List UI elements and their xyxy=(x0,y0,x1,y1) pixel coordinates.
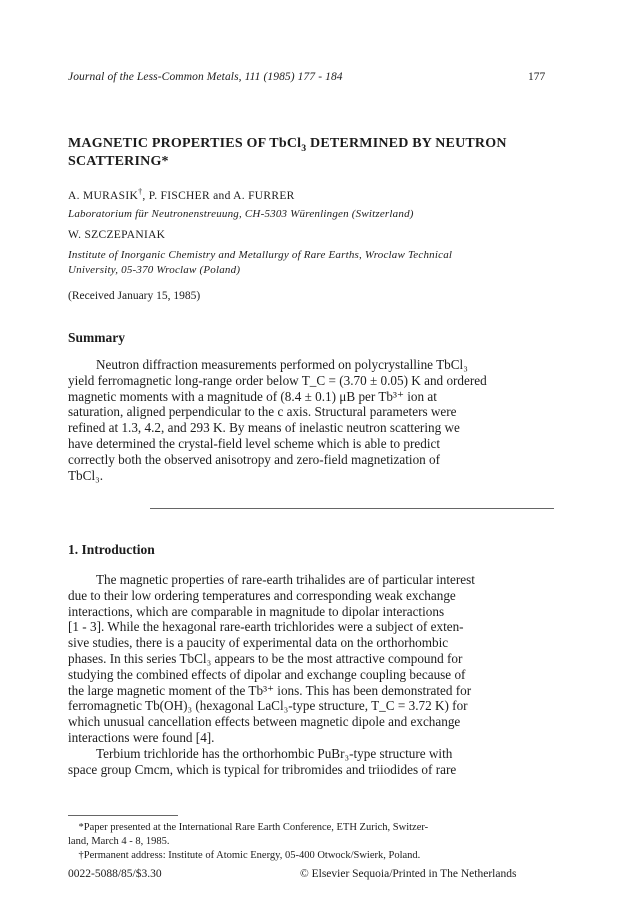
journal-citation: Journal of the Less-Common Metals, 111 (1985) 177 - 184 xyxy=(68,71,343,83)
received-date: (Received January 15, 1985) xyxy=(68,290,201,302)
summary-line: correctly both the observed anisotropy and zero-field magnetization of xyxy=(68,451,441,467)
section-divider xyxy=(150,508,554,509)
title-subscript: 3 xyxy=(301,142,307,154)
footnote-1-cont: land, March 4 - 8, 1985. xyxy=(68,836,170,847)
intro-line: Terbium trichloride has the orthorhombic PuBr₃-type structure with xyxy=(96,745,453,761)
intro-line: [1 - 3]. While the hexagonal rare-earth trichlorides were a subject of exten- xyxy=(68,619,464,635)
intro-line: the large magnetic moment of the Tb³⁺ ions. This has been demonstrated for xyxy=(68,682,472,698)
intro-line: which unusual cancellation effects between magnetic dipole and exchange xyxy=(68,714,461,730)
summary-heading: Summary xyxy=(68,330,125,345)
affiliation-1: Laboratorium für Neutronenstreuung, CH-5303 Würenlingen (Switzerland) xyxy=(68,208,414,220)
introduction-heading: 1. Introduction xyxy=(68,542,155,557)
summary-line: yield ferromagnetic long-range order below T_C = (3.70 ± 0.05) K and ordered xyxy=(68,372,487,388)
copyright-notice: © Elsevier Sequoia/Printed in The Netherlands xyxy=(300,868,517,880)
summary-line: saturation, aligned perpendicular to the c axis. Structural parameters were xyxy=(68,404,457,420)
affiliation-2-line1: Institute of Inorganic Chemistry and Metallurgy of Rare Earths, Wroclaw Technical xyxy=(68,249,453,261)
summary-line: have determined the crystal-field level scheme which is able to predict xyxy=(68,435,441,451)
intro-line: space group Cmcm, which is typical for tribromides and triiodides of rare xyxy=(68,761,457,777)
footnote-divider xyxy=(68,815,178,816)
summary-line: magnetic moments with a magnitude of (8.4 ± 0.1) μB per Tb³⁺ ion at xyxy=(68,388,437,404)
authors-fischer-furrer: , P. FISCHER and A. FURRER xyxy=(142,190,295,202)
intro-line: sive studies, there is a paucity of experimental data on the orthorhombic xyxy=(68,635,449,651)
paper-title xyxy=(68,135,558,171)
author-group-1 xyxy=(68,187,295,202)
intro-line: ferromagnetic Tb(OH)₃ (hexagonal LaCl₃-type structure, T_C = 3.72 K) for xyxy=(68,698,468,714)
page-number: 177 xyxy=(528,71,546,83)
title-line1-rest: DETERMINED BY NEUTRON xyxy=(306,136,507,151)
dagger-mark: † xyxy=(138,187,143,197)
footnote-1: *Paper presented at the International Rare Earth Conference, ETH Zurich, Switzer- xyxy=(78,822,429,833)
footnotes xyxy=(68,821,554,863)
title-line2: SCATTERING* xyxy=(68,154,169,169)
author-group-2: W. SZCZEPANIAK xyxy=(68,229,166,241)
introduction-paragraph xyxy=(68,572,554,777)
intro-line: phases. In this series TbCl₃ appears to be the most attractive compound for xyxy=(68,650,463,666)
summary-line: refined at 1.3, 4.2, and 293 K. By means of inelastic neutron scattering we xyxy=(68,420,460,436)
footnote-2: †Permanent address: Institute of Atomic Energy, 05-400 Otwock/Swierk, Poland. xyxy=(78,850,421,861)
intro-line: due to their low ordering temperatures and corresponding weak exchange xyxy=(68,587,456,603)
intro-line: interactions were found [4]. xyxy=(68,729,215,745)
affiliation-2-line2: University, 05-370 Wroclaw (Poland) xyxy=(68,264,241,276)
intro-line: The magnetic properties of rare-earth trihalides are of particular interest xyxy=(96,572,475,587)
article-code: 0022-5088/85/$3.30 xyxy=(68,868,162,880)
summary-line: Neutron diffraction measurements performed on polycrystalline TbCl₃ xyxy=(96,357,468,372)
intro-line: studying the combined effects of dipolar and exchange coupling because of xyxy=(68,666,466,682)
title-line1: MAGNETIC PROPERTIES OF TbCl xyxy=(68,136,302,151)
intro-line: interactions, which are comparable in magnitude to dipolar interactions xyxy=(68,603,445,619)
summary-line: TbCl₃. xyxy=(68,467,104,483)
summary-paragraph xyxy=(68,357,554,483)
author-murasik: A. MURASIK xyxy=(68,190,139,202)
